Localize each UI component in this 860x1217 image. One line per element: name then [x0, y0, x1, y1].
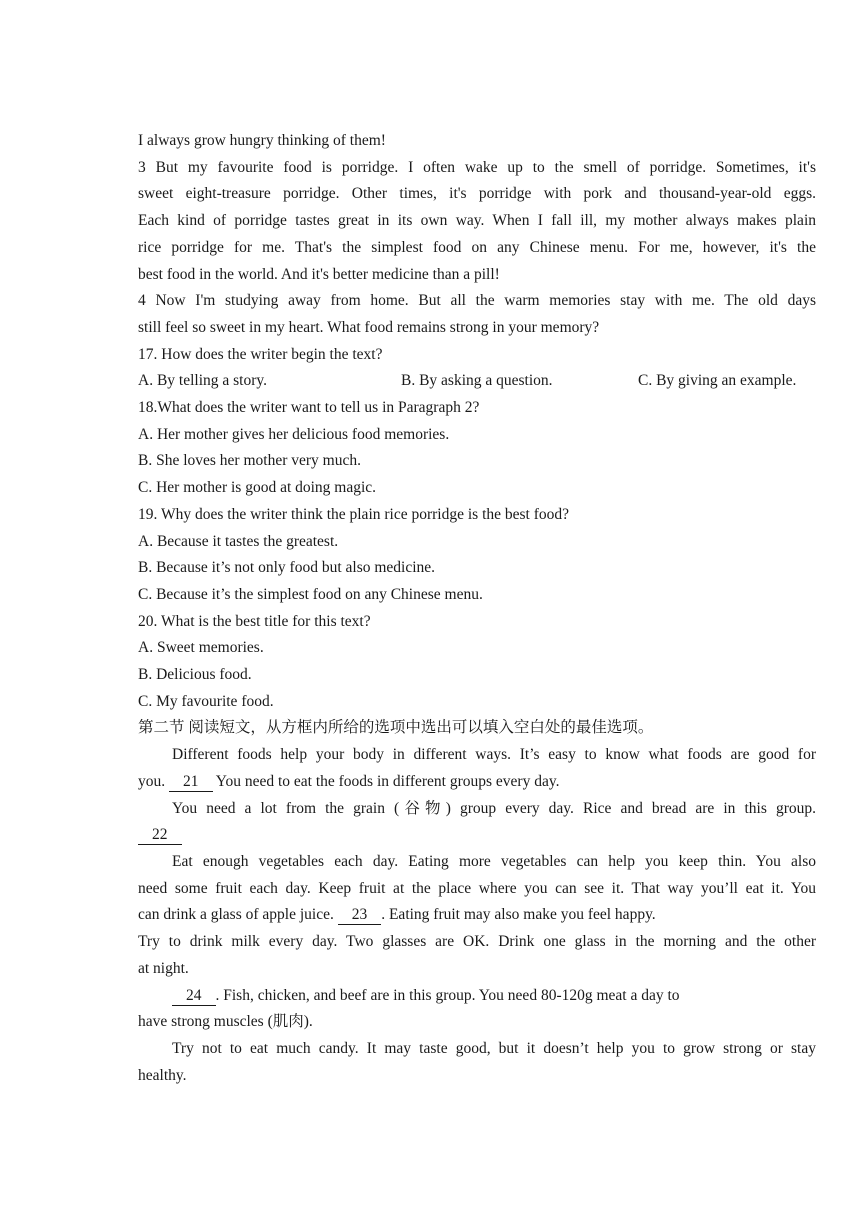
passage-line: I always grow hungry thinking of them! [138, 132, 386, 149]
passage-line: Try to drink milk every day. Two glasses are OK. Drink one glass in the morning and the other [138, 933, 816, 951]
passage-line: still feel so sweet in my heart. What food remains strong in your memory? [138, 318, 600, 336]
passage-line: 24 . Fish, chicken, and beef are in this group. You need 80-120g meat a day to [138, 983, 816, 1010]
passage-line [138, 822, 816, 849]
passage-line: 4 Now I'm studying away from home. But all the warm memories stay with me. The old days [138, 292, 816, 310]
passage-line: rice porridge for me. That's the simplest food on any Chinese menu. For me, however, it's the [138, 238, 816, 256]
passage-line: best food in the world. And it's better medicine than a pill! [138, 265, 500, 283]
passage-line: Try not to eat much candy. It may taste good, but it doesn’t help you to grow strong or stay [172, 1039, 816, 1057]
passage-line: You need a lot from the grain (谷物) group every day. Rice and bread are in this group. [172, 799, 816, 817]
question-17-stem: 17. How does the writer begin the text? [138, 345, 383, 363]
passage-line: sweet eight-treasure porridge. Other times, it's porridge with pork and thousand-year-old eggs. [138, 185, 816, 203]
passage-line: you. 21 You need to eat the foods in different groups every day. [138, 772, 560, 790]
passage-line: healthy. [138, 1066, 187, 1084]
option-c: C. By giving an example. [638, 372, 797, 390]
blank-24: 24 [172, 987, 216, 1006]
section-2-heading: 第二节 阅读短文，从方框内所给的选项中选出可以填入空白处的最佳选项。 [138, 719, 654, 737]
blank-21: 21 [169, 773, 213, 792]
option-b: B. Delicious food. [138, 666, 252, 684]
question-18-stem: 18.What does the writer want to tell us in Paragraph 2? [138, 399, 480, 417]
passage-line: at night. [138, 959, 189, 977]
option-a: A. By telling a story. [138, 372, 268, 390]
passage-line: need some fruit each day. Keep fruit at the place where you can see it. That way you’ll eat it. You [138, 879, 816, 897]
question-17-options [138, 368, 816, 395]
option-c: C. Her mother is good at doing magic. [138, 479, 377, 497]
option-b: B. By asking a question. [401, 372, 553, 390]
option-b: B. She loves her mother very much. [138, 452, 361, 470]
option-c: C. Because it’s the simplest food on any Chinese menu. [138, 585, 483, 603]
option-a: A. Because it tastes the greatest. [138, 532, 339, 550]
question-20-stem: 20. What is the best title for this text? [138, 612, 371, 630]
option-b: B. Because it’s not only food but also medicine. [138, 559, 436, 577]
passage-line: have strong muscles (肌肉). [138, 1013, 313, 1031]
passage-line: 3 But my favourite food is porridge. I often wake up to the smell of porridge. Sometimes, it's [138, 158, 816, 176]
passage-line: can drink a glass of apple juice. 23 . Eating fruit may also make you feel happy. [138, 906, 656, 924]
question-19-stem: 19. Why does the writer think the plain rice porridge is the best food? [138, 505, 570, 523]
passage-line: Different foods help your body in different ways. It’s easy to know what foods are good for [172, 746, 816, 764]
blank-23: 23 [338, 906, 382, 925]
passage-line: Eat enough vegetables each day. Eating more vegetables can help you keep thin. You also [172, 852, 816, 870]
passage-line: Each kind of porridge tastes great in its own way. When I fall ill, my mother always makes plain [138, 212, 816, 230]
option-a: A. Sweet memories. [138, 639, 264, 657]
option-c: C. My favourite food. [138, 692, 274, 710]
blank-22: 22 [138, 826, 182, 845]
option-a: A. Her mother gives her delicious food memories. [138, 425, 450, 443]
